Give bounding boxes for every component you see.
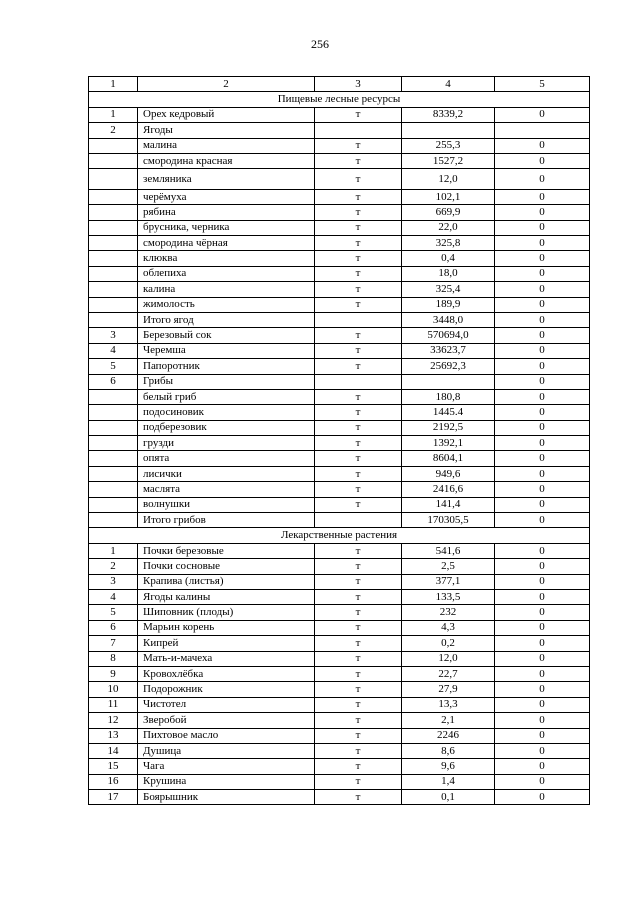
row-unit: т bbox=[315, 169, 402, 190]
row-unit: т bbox=[315, 107, 402, 122]
row-unit: т bbox=[315, 790, 402, 805]
row-col5: 0 bbox=[495, 743, 590, 758]
table-row bbox=[89, 513, 590, 528]
row-name: Березовый сок bbox=[138, 328, 315, 343]
row-name: Пихтовое масло bbox=[138, 728, 315, 743]
row-col5: 0 bbox=[495, 482, 590, 497]
section-title: Лекарственные растения bbox=[89, 528, 590, 543]
header-cell-3: 3 bbox=[315, 77, 402, 92]
row-unit: т bbox=[315, 451, 402, 466]
table-row bbox=[89, 651, 590, 666]
table-row bbox=[89, 251, 590, 266]
row-col5: 0 bbox=[495, 389, 590, 404]
table-row bbox=[89, 451, 590, 466]
table-row bbox=[89, 559, 590, 574]
row-value: 669,9 bbox=[402, 205, 495, 220]
row-number bbox=[89, 451, 138, 466]
row-col5: 0 bbox=[495, 153, 590, 168]
row-unit: т bbox=[315, 189, 402, 204]
row-unit: т bbox=[315, 297, 402, 312]
row-col5: 0 bbox=[495, 774, 590, 789]
row-value: 8339,2 bbox=[402, 107, 495, 122]
row-name: маслята bbox=[138, 482, 315, 497]
header-cell-4: 4 bbox=[402, 77, 495, 92]
row-value: 0,1 bbox=[402, 790, 495, 805]
row-number bbox=[89, 436, 138, 451]
row-col5: 0 bbox=[495, 543, 590, 558]
table-row bbox=[89, 359, 590, 374]
resources-table bbox=[88, 76, 590, 805]
row-unit bbox=[315, 123, 402, 138]
row-number: 4 bbox=[89, 590, 138, 605]
table-row bbox=[89, 282, 590, 297]
row-value: 255,3 bbox=[402, 138, 495, 153]
row-unit: т bbox=[315, 759, 402, 774]
row-value: 13,3 bbox=[402, 697, 495, 712]
row-number: 15 bbox=[89, 759, 138, 774]
row-col5: 0 bbox=[495, 697, 590, 712]
row-col5: 0 bbox=[495, 251, 590, 266]
table-row bbox=[89, 466, 590, 481]
row-unit: т bbox=[315, 343, 402, 358]
row-value: 949,6 bbox=[402, 466, 495, 481]
row-unit: т bbox=[315, 359, 402, 374]
row-value: 8,6 bbox=[402, 743, 495, 758]
row-name: Грибы bbox=[138, 374, 315, 389]
row-number bbox=[89, 220, 138, 235]
table-row bbox=[89, 497, 590, 512]
row-name: волнушки bbox=[138, 497, 315, 512]
row-name: малина bbox=[138, 138, 315, 153]
table-row bbox=[89, 713, 590, 728]
header-cell-5: 5 bbox=[495, 77, 590, 92]
table-row bbox=[89, 312, 590, 327]
row-unit: т bbox=[315, 420, 402, 435]
header-row bbox=[89, 77, 590, 92]
row-name: смородина чёрная bbox=[138, 236, 315, 251]
row-name: Мать-и-мачеха bbox=[138, 651, 315, 666]
row-number bbox=[89, 297, 138, 312]
row-name: брусника, черника bbox=[138, 220, 315, 235]
row-col5: 0 bbox=[495, 728, 590, 743]
row-unit bbox=[315, 312, 402, 327]
row-col5: 0 bbox=[495, 420, 590, 435]
table-row bbox=[89, 374, 590, 389]
row-name: Кипрей bbox=[138, 636, 315, 651]
row-value: 22,0 bbox=[402, 220, 495, 235]
row-value: 0,4 bbox=[402, 251, 495, 266]
row-number: 2 bbox=[89, 559, 138, 574]
row-value: 2416,6 bbox=[402, 482, 495, 497]
row-name: Ягоды калины bbox=[138, 590, 315, 605]
row-number bbox=[89, 205, 138, 220]
row-name: Душица bbox=[138, 743, 315, 758]
row-col5: 0 bbox=[495, 107, 590, 122]
row-col5: 0 bbox=[495, 405, 590, 420]
row-number bbox=[89, 466, 138, 481]
table-row bbox=[89, 605, 590, 620]
row-col5: 0 bbox=[495, 713, 590, 728]
row-unit: т bbox=[315, 651, 402, 666]
table-row bbox=[89, 153, 590, 168]
row-value: 8604,1 bbox=[402, 451, 495, 466]
row-unit: т bbox=[315, 138, 402, 153]
row-value: 102,1 bbox=[402, 189, 495, 204]
row-unit: т bbox=[315, 590, 402, 605]
row-number bbox=[89, 251, 138, 266]
row-name: Чистотел bbox=[138, 697, 315, 712]
row-col5: 0 bbox=[495, 574, 590, 589]
row-name: Папоротник bbox=[138, 359, 315, 374]
table-row bbox=[89, 389, 590, 404]
row-number: 8 bbox=[89, 651, 138, 666]
page-number: 256 bbox=[311, 37, 329, 51]
table-row bbox=[89, 169, 590, 190]
row-number: 6 bbox=[89, 620, 138, 635]
row-unit: т bbox=[315, 153, 402, 168]
row-unit: т bbox=[315, 605, 402, 620]
row-number: 9 bbox=[89, 666, 138, 681]
row-name: земляника bbox=[138, 169, 315, 190]
row-unit: т bbox=[315, 328, 402, 343]
row-number: 1 bbox=[89, 543, 138, 558]
table-row bbox=[89, 743, 590, 758]
row-col5: 0 bbox=[495, 636, 590, 651]
section-row bbox=[89, 92, 590, 107]
row-number bbox=[89, 482, 138, 497]
row-col5: 0 bbox=[495, 189, 590, 204]
row-number bbox=[89, 282, 138, 297]
row-name: Шиповник (плоды) bbox=[138, 605, 315, 620]
row-col5: 0 bbox=[495, 682, 590, 697]
row-number: 11 bbox=[89, 697, 138, 712]
row-col5: 0 bbox=[495, 590, 590, 605]
row-name: смородина красная bbox=[138, 153, 315, 168]
row-number: 2 bbox=[89, 123, 138, 138]
row-col5: 0 bbox=[495, 451, 590, 466]
row-col5: 0 bbox=[495, 236, 590, 251]
row-name: лисички bbox=[138, 466, 315, 481]
row-col5: 0 bbox=[495, 666, 590, 681]
row-unit: т bbox=[315, 482, 402, 497]
row-unit: т bbox=[315, 774, 402, 789]
row-name: Почки сосновые bbox=[138, 559, 315, 574]
row-name: клюква bbox=[138, 251, 315, 266]
row-unit: т bbox=[315, 713, 402, 728]
table-row bbox=[89, 636, 590, 651]
row-unit: т bbox=[315, 497, 402, 512]
row-value: 141,4 bbox=[402, 497, 495, 512]
row-unit: т bbox=[315, 251, 402, 266]
row-unit: т bbox=[315, 728, 402, 743]
row-name: подберезовик bbox=[138, 420, 315, 435]
row-col5: 0 bbox=[495, 169, 590, 190]
row-name: Кровохлёбка bbox=[138, 666, 315, 681]
row-col5: 0 bbox=[495, 282, 590, 297]
row-name: опята bbox=[138, 451, 315, 466]
row-number: 13 bbox=[89, 728, 138, 743]
row-name: грузди bbox=[138, 436, 315, 451]
row-value: 170305,5 bbox=[402, 513, 495, 528]
row-number bbox=[89, 266, 138, 281]
table-row bbox=[89, 759, 590, 774]
table-body bbox=[89, 77, 590, 805]
row-name: Ягоды bbox=[138, 123, 315, 138]
row-number bbox=[89, 153, 138, 168]
row-name: Чага bbox=[138, 759, 315, 774]
row-name: подосиновик bbox=[138, 405, 315, 420]
row-value: 0,2 bbox=[402, 636, 495, 651]
row-value: 325,8 bbox=[402, 236, 495, 251]
row-number bbox=[89, 312, 138, 327]
row-value: 232 bbox=[402, 605, 495, 620]
row-name: облепиха bbox=[138, 266, 315, 281]
row-value: 189,9 bbox=[402, 297, 495, 312]
row-unit: т bbox=[315, 743, 402, 758]
row-unit: т bbox=[315, 220, 402, 235]
row-col5: 0 bbox=[495, 374, 590, 389]
table-row bbox=[89, 697, 590, 712]
row-value: 1527,2 bbox=[402, 153, 495, 168]
row-col5: 0 bbox=[495, 312, 590, 327]
row-name: Почки березовые bbox=[138, 543, 315, 558]
row-unit: т bbox=[315, 389, 402, 404]
row-value bbox=[402, 123, 495, 138]
row-value: 4,3 bbox=[402, 620, 495, 635]
table-row bbox=[89, 790, 590, 805]
row-col5: 0 bbox=[495, 651, 590, 666]
row-value: 9,6 bbox=[402, 759, 495, 774]
table-row bbox=[89, 220, 590, 235]
row-unit: т bbox=[315, 436, 402, 451]
row-value: 27,9 bbox=[402, 682, 495, 697]
row-unit bbox=[315, 374, 402, 389]
row-name: Черемша bbox=[138, 343, 315, 358]
table-row bbox=[89, 620, 590, 635]
row-number bbox=[89, 405, 138, 420]
row-name: белый гриб bbox=[138, 389, 315, 404]
row-number: 3 bbox=[89, 328, 138, 343]
row-number bbox=[89, 497, 138, 512]
header-cell-2: 2 bbox=[138, 77, 315, 92]
row-value: 541,6 bbox=[402, 543, 495, 558]
row-value: 325,4 bbox=[402, 282, 495, 297]
row-unit: т bbox=[315, 559, 402, 574]
row-number: 5 bbox=[89, 359, 138, 374]
row-number: 4 bbox=[89, 343, 138, 358]
row-col5: 0 bbox=[495, 138, 590, 153]
row-name: калина bbox=[138, 282, 315, 297]
row-unit: т bbox=[315, 636, 402, 651]
table-row bbox=[89, 574, 590, 589]
row-number: 6 bbox=[89, 374, 138, 389]
table-row bbox=[89, 666, 590, 681]
row-col5: 0 bbox=[495, 605, 590, 620]
row-number bbox=[89, 189, 138, 204]
row-col5: 0 bbox=[495, 436, 590, 451]
row-name: Марьин корень bbox=[138, 620, 315, 635]
row-col5: 0 bbox=[495, 297, 590, 312]
row-col5: 0 bbox=[495, 466, 590, 481]
table-row bbox=[89, 236, 590, 251]
row-name: Итого ягод bbox=[138, 312, 315, 327]
row-col5: 0 bbox=[495, 620, 590, 635]
row-unit: т bbox=[315, 682, 402, 697]
row-unit bbox=[315, 513, 402, 528]
table-row bbox=[89, 343, 590, 358]
header-cell-1: 1 bbox=[89, 77, 138, 92]
table-row bbox=[89, 266, 590, 281]
table-row bbox=[89, 123, 590, 138]
row-col5: 0 bbox=[495, 266, 590, 281]
row-name: Орех кедровый bbox=[138, 107, 315, 122]
row-value bbox=[402, 374, 495, 389]
row-number: 10 bbox=[89, 682, 138, 697]
row-value: 25692,3 bbox=[402, 359, 495, 374]
row-number: 14 bbox=[89, 743, 138, 758]
row-number bbox=[89, 389, 138, 404]
row-col5: 0 bbox=[495, 513, 590, 528]
row-value: 570694,0 bbox=[402, 328, 495, 343]
row-unit: т bbox=[315, 574, 402, 589]
row-col5: 0 bbox=[495, 220, 590, 235]
row-value: 1,4 bbox=[402, 774, 495, 789]
row-unit: т bbox=[315, 666, 402, 681]
row-value: 18,0 bbox=[402, 266, 495, 281]
row-number bbox=[89, 236, 138, 251]
table-row bbox=[89, 205, 590, 220]
row-unit: т bbox=[315, 205, 402, 220]
row-name: Крапива (листья) bbox=[138, 574, 315, 589]
row-number: 7 bbox=[89, 636, 138, 651]
row-name: черёмуха bbox=[138, 189, 315, 204]
table-row bbox=[89, 107, 590, 122]
row-number: 5 bbox=[89, 605, 138, 620]
row-unit: т bbox=[315, 405, 402, 420]
row-name: жимолость bbox=[138, 297, 315, 312]
row-unit: т bbox=[315, 466, 402, 481]
row-value: 1392,1 bbox=[402, 436, 495, 451]
row-name: Зверобой bbox=[138, 713, 315, 728]
table-row bbox=[89, 590, 590, 605]
row-col5: 0 bbox=[495, 497, 590, 512]
row-unit: т bbox=[315, 282, 402, 297]
row-unit: т bbox=[315, 543, 402, 558]
table-row bbox=[89, 328, 590, 343]
row-number bbox=[89, 138, 138, 153]
row-value: 377,1 bbox=[402, 574, 495, 589]
table-row bbox=[89, 420, 590, 435]
row-value: 1445.4 bbox=[402, 405, 495, 420]
row-col5: 0 bbox=[495, 205, 590, 220]
row-unit: т bbox=[315, 236, 402, 251]
row-col5: 0 bbox=[495, 343, 590, 358]
row-name: рябина bbox=[138, 205, 315, 220]
row-name: Итого грибов bbox=[138, 513, 315, 528]
section-title: Пищевые лесные ресурсы bbox=[89, 92, 590, 107]
row-col5: 0 bbox=[495, 790, 590, 805]
row-number bbox=[89, 169, 138, 190]
row-name: Крушина bbox=[138, 774, 315, 789]
row-unit: т bbox=[315, 266, 402, 281]
row-value: 180,8 bbox=[402, 389, 495, 404]
row-col5: 0 bbox=[495, 759, 590, 774]
row-number: 17 bbox=[89, 790, 138, 805]
row-number: 12 bbox=[89, 713, 138, 728]
section-row bbox=[89, 528, 590, 543]
row-value: 2246 bbox=[402, 728, 495, 743]
row-number bbox=[89, 513, 138, 528]
table-row bbox=[89, 436, 590, 451]
table-row bbox=[89, 728, 590, 743]
row-value: 12,0 bbox=[402, 169, 495, 190]
row-col5: 0 bbox=[495, 559, 590, 574]
row-number: 3 bbox=[89, 574, 138, 589]
row-value: 33623,7 bbox=[402, 343, 495, 358]
row-unit: т bbox=[315, 697, 402, 712]
table-row bbox=[89, 405, 590, 420]
table-row bbox=[89, 297, 590, 312]
row-unit: т bbox=[315, 620, 402, 635]
row-col5: 0 bbox=[495, 359, 590, 374]
table-row bbox=[89, 543, 590, 558]
row-number bbox=[89, 420, 138, 435]
table-row bbox=[89, 189, 590, 204]
row-number: 16 bbox=[89, 774, 138, 789]
row-value: 2,5 bbox=[402, 559, 495, 574]
row-name: Подорожник bbox=[138, 682, 315, 697]
row-col5: 0 bbox=[495, 328, 590, 343]
table-row bbox=[89, 482, 590, 497]
row-value: 3448,0 bbox=[402, 312, 495, 327]
row-value: 2192,5 bbox=[402, 420, 495, 435]
row-value: 133,5 bbox=[402, 590, 495, 605]
row-col5 bbox=[495, 123, 590, 138]
table-row bbox=[89, 138, 590, 153]
row-name: Боярышник bbox=[138, 790, 315, 805]
row-value: 12,0 bbox=[402, 651, 495, 666]
table-row bbox=[89, 774, 590, 789]
row-value: 2,1 bbox=[402, 713, 495, 728]
table-row bbox=[89, 682, 590, 697]
row-number: 1 bbox=[89, 107, 138, 122]
row-value: 22,7 bbox=[402, 666, 495, 681]
